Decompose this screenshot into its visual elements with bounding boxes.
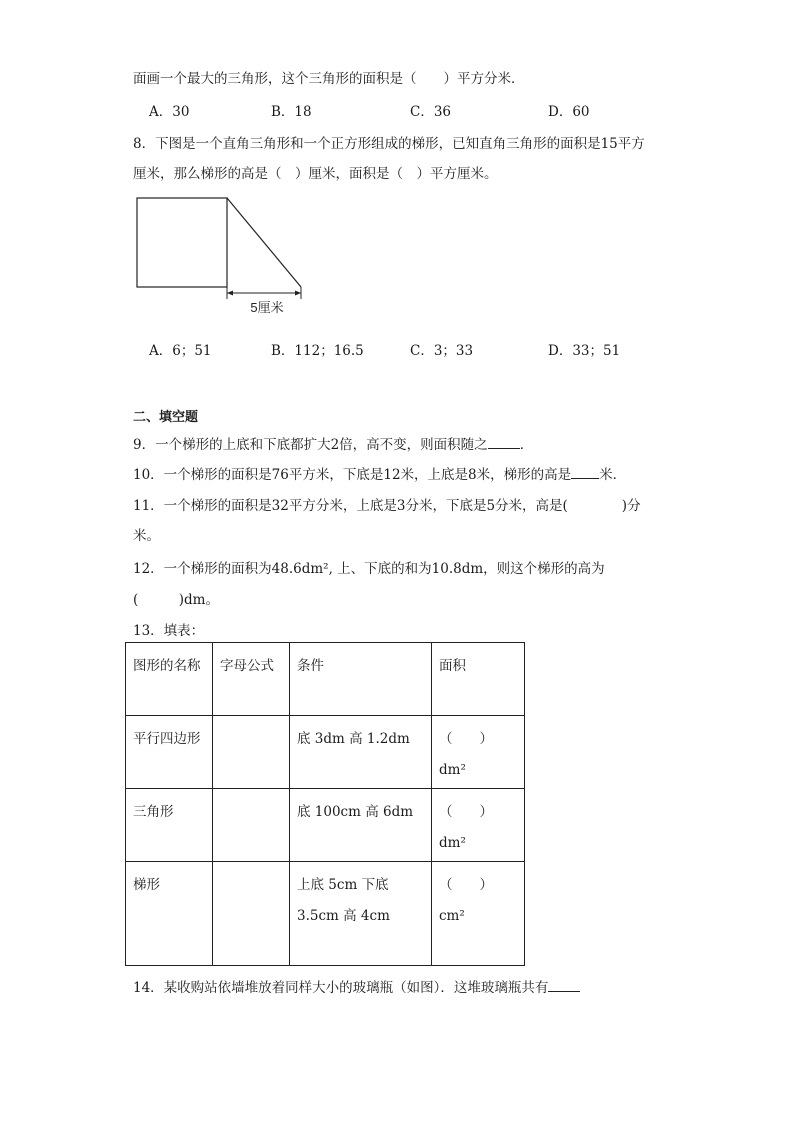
- fill-table: [125, 642, 525, 966]
- header-formula: 字母公式: [213, 643, 290, 716]
- section-title: 二、填空题: [133, 410, 199, 425]
- q8-line1: 8．下图是一个直角三角形和一个正方形组成的梯形，已知直角三角形的面积是15平方: [133, 136, 645, 152]
- row-area-cell[interactable]: （ ）cm²: [432, 862, 525, 966]
- q10-answer-blank[interactable]: [571, 464, 599, 479]
- row-formula-cell[interactable]: [213, 789, 290, 862]
- q7-option-d[interactable]: D．60: [548, 104, 590, 120]
- q14-answer-blank[interactable]: [548, 977, 580, 992]
- table-row: [126, 862, 525, 966]
- q13-title: 13．填表：: [133, 623, 205, 639]
- arrow-left-icon: [227, 291, 233, 296]
- q12-line2: ( )dm。: [133, 592, 219, 608]
- q7-line: 面画一个最大的三角形，这个三角形的面积是（ ）平方分米．: [133, 71, 525, 87]
- q9-answer-blank[interactable]: [488, 434, 520, 449]
- row-shape-name: 梯形: [126, 862, 213, 966]
- row-condition: 底 100cm 高 6dm: [290, 789, 432, 862]
- row-condition: 上底 5cm 下底 3.5cm 高 4cm: [290, 862, 432, 966]
- q14-text: 14．某收购站依墙堆放着同样大小的玻璃瓶（如图）．这堆玻璃瓶共有: [133, 980, 549, 996]
- trapezoid-figure: [130, 190, 315, 322]
- row-area-cell[interactable]: （ ）dm²: [432, 716, 525, 789]
- q8-option-a[interactable]: A．6；51: [149, 343, 212, 359]
- q8-option-b[interactable]: B．112；16.5: [271, 343, 364, 359]
- q11-line1: 11．一个梯形的面积是32平方分米，上底是3分米，下底是5分米，高是( )分: [133, 498, 641, 514]
- q7-option-b[interactable]: B．18: [271, 104, 312, 120]
- q8-option-d[interactable]: D．33；51: [548, 343, 621, 359]
- table-header-row: [126, 643, 525, 716]
- table-row: [126, 789, 525, 862]
- row-shape-name: 平行四边形: [126, 716, 213, 789]
- q9-end: ．: [519, 437, 534, 453]
- row-shape-name: 三角形: [126, 789, 213, 862]
- header-area: 面积: [432, 643, 525, 716]
- row-condition: 底 3dm 高 1.2dm: [290, 716, 432, 789]
- q14-line: [133, 976, 580, 996]
- q8-option-c[interactable]: C．3；33: [410, 343, 474, 359]
- row-area-cell[interactable]: （ ）dm²: [432, 789, 525, 862]
- row-formula-cell[interactable]: [213, 862, 290, 966]
- q7-option-a[interactable]: A．30: [149, 104, 190, 120]
- q10-end: 米．: [599, 467, 627, 483]
- q12-line1: 12．一个梯形的面积为48.6dm², 上、下底的和为10.8dm，则这个梯形的高为: [133, 561, 605, 577]
- arrow-right-icon: [295, 291, 301, 296]
- q7-option-c[interactable]: C．36: [410, 104, 452, 120]
- row-formula-cell[interactable]: [213, 716, 290, 789]
- dimension-label: 5厘米: [250, 300, 284, 315]
- q9-text: 9．一个梯形的上底和下底都扩大2倍，高不变，则面积随之: [133, 437, 488, 453]
- header-shape-name: 图形的名称: [126, 643, 213, 716]
- triangle-hypotenuse: [227, 198, 301, 287]
- q10-line: [133, 463, 626, 483]
- q8-line2: 厘米，那么梯形的高是（ ）厘米，面积是（ ）平方厘米。: [133, 166, 498, 182]
- q9-line: [133, 433, 533, 453]
- q11-line2: 米。: [133, 528, 160, 544]
- square-shape: [137, 198, 227, 287]
- table-row: [126, 716, 525, 789]
- q10-text: 10．一个梯形的面积是76平方米，下底是12米，上底是8米，梯形的高是: [133, 467, 572, 483]
- header-condition: 条件: [290, 643, 432, 716]
